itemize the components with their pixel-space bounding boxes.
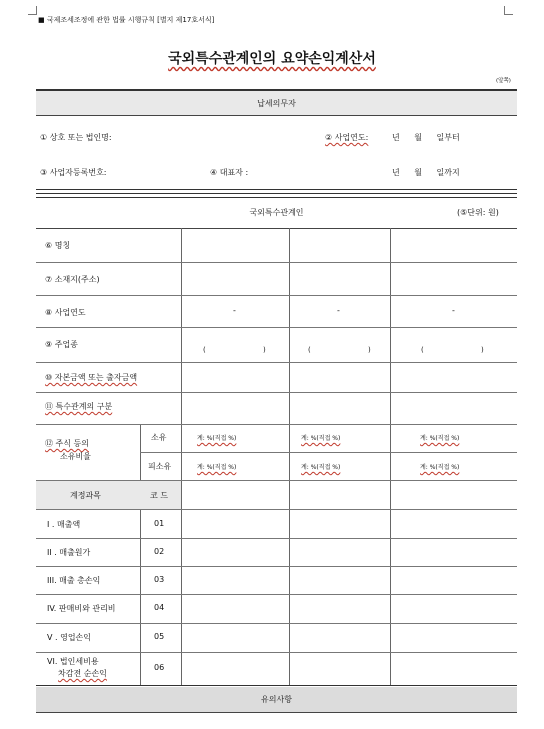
account-header: 계정과목 bbox=[70, 491, 101, 500]
account-pretax-income-2: 차감전 순손익 bbox=[58, 669, 107, 678]
unit-note: (⑤단위: 원) bbox=[457, 208, 499, 217]
row-divider bbox=[36, 327, 517, 328]
row-label-address: ⑦ 소재지(주소) bbox=[45, 275, 100, 284]
account-sga: IV. 판매비와 관리비 bbox=[47, 604, 116, 613]
fiscal-year-start[interactable]: 년 월 일부터 bbox=[392, 133, 460, 142]
account-sales: I . 매출액 bbox=[47, 520, 81, 529]
paren-close: ) bbox=[368, 346, 371, 354]
row-divider bbox=[36, 392, 517, 393]
row-divider bbox=[36, 566, 517, 567]
form-title: 국외특수관계인의 요약손익계산서 bbox=[168, 51, 376, 67]
share-owned-cell[interactable]: 계: %(직접 %) bbox=[301, 435, 341, 442]
grid-column-line bbox=[181, 228, 182, 685]
share-label-2: 소유비율 bbox=[60, 452, 91, 461]
grid-column-line bbox=[140, 480, 141, 685]
section-divider bbox=[36, 115, 517, 116]
row-label-fiscal-year: ⑧ 사업연도 bbox=[45, 308, 86, 317]
row-divider bbox=[36, 262, 517, 263]
company-name-field[interactable]: ① 상호 또는 법인명: bbox=[40, 133, 112, 142]
registration-number-field[interactable]: ③ 사업자등록번호: bbox=[40, 168, 107, 177]
row-divider bbox=[36, 685, 517, 686]
paren-close: ) bbox=[481, 346, 484, 354]
code-02: 02 bbox=[154, 547, 165, 556]
share-owned-by-cell[interactable]: 계: %(직접 %) bbox=[420, 464, 460, 471]
code-04: 04 bbox=[154, 603, 165, 612]
fiscal-year-dash: - bbox=[233, 306, 236, 315]
share-owned-cell[interactable]: 계: %(직접 %) bbox=[197, 435, 237, 442]
crop-mark-top-right bbox=[504, 6, 513, 15]
code-03: 03 bbox=[154, 575, 165, 584]
paren-open: ( bbox=[203, 346, 206, 354]
row-divider bbox=[36, 652, 517, 653]
form-reference: ■ 국제조세조정에 관한 법률 시행규칙 [별지 제17호서식] bbox=[38, 16, 215, 24]
section-divider bbox=[36, 197, 517, 198]
row-divider bbox=[36, 362, 517, 363]
share-owned-by-cell[interactable]: 계: %(직접 %) bbox=[197, 464, 237, 471]
row-divider bbox=[36, 538, 517, 539]
account-pretax-income: VI. 법인세비용 bbox=[47, 657, 99, 666]
section-divider bbox=[36, 712, 517, 713]
fiscal-year-end[interactable]: 년 월 일까지 bbox=[392, 168, 460, 177]
page-side-tag: (앞쪽) bbox=[496, 78, 511, 84]
row-label-capital: ⑩ 자본금액 또는 출자금액 bbox=[45, 373, 138, 382]
share-owned-by-cell[interactable]: 계: %(직접 %) bbox=[301, 464, 341, 471]
row-divider bbox=[36, 509, 517, 510]
section-divider bbox=[36, 193, 517, 194]
row-label-name: ⑥ 명칭 bbox=[45, 241, 71, 250]
crop-mark-top-left bbox=[28, 6, 37, 15]
account-gross-profit: III. 매출 총손익 bbox=[47, 576, 101, 585]
share-label: ⑫ 주식 등의 bbox=[45, 439, 89, 448]
fiscal-year-label: ② 사업연도: bbox=[325, 133, 369, 142]
paren-open: ( bbox=[308, 346, 311, 354]
row-divider bbox=[36, 594, 517, 595]
share-owned-cell[interactable]: 계: %(직접 %) bbox=[420, 435, 460, 442]
section-divider bbox=[36, 189, 517, 190]
owned-by-label: 피소유 bbox=[148, 462, 172, 471]
grid-column-line bbox=[289, 228, 290, 685]
code-05: 05 bbox=[154, 632, 165, 641]
row-divider bbox=[36, 424, 517, 425]
taxpayer-title: 납세의무자 bbox=[257, 99, 296, 108]
paren-open: ( bbox=[421, 346, 424, 354]
row-divider bbox=[140, 452, 517, 453]
related-party-title: 국외특수관계인 bbox=[249, 208, 304, 217]
account-cost-of-sales: II . 매출원가 bbox=[47, 548, 91, 557]
row-label-relation-type: ⑪ 특수관계의 구분 bbox=[45, 402, 113, 411]
row-divider bbox=[36, 295, 517, 296]
row-label-business-type: ⑨ 주업종 bbox=[45, 340, 78, 349]
representative-field[interactable]: ④ 대표자 : bbox=[210, 168, 249, 177]
owned-label: 소유 bbox=[151, 433, 167, 442]
paren-close: ) bbox=[263, 346, 266, 354]
grid-column-line bbox=[390, 228, 391, 685]
code-header: 코 드 bbox=[150, 491, 168, 500]
code-06: 06 bbox=[154, 663, 165, 672]
fiscal-year-dash: - bbox=[337, 306, 340, 315]
section-divider bbox=[36, 228, 517, 229]
code-01: 01 bbox=[154, 519, 165, 528]
row-divider bbox=[36, 623, 517, 624]
notes-title: 유의사항 bbox=[261, 695, 292, 704]
fiscal-year-dash: - bbox=[452, 306, 455, 315]
account-operating-income: V . 영업손익 bbox=[47, 633, 92, 642]
